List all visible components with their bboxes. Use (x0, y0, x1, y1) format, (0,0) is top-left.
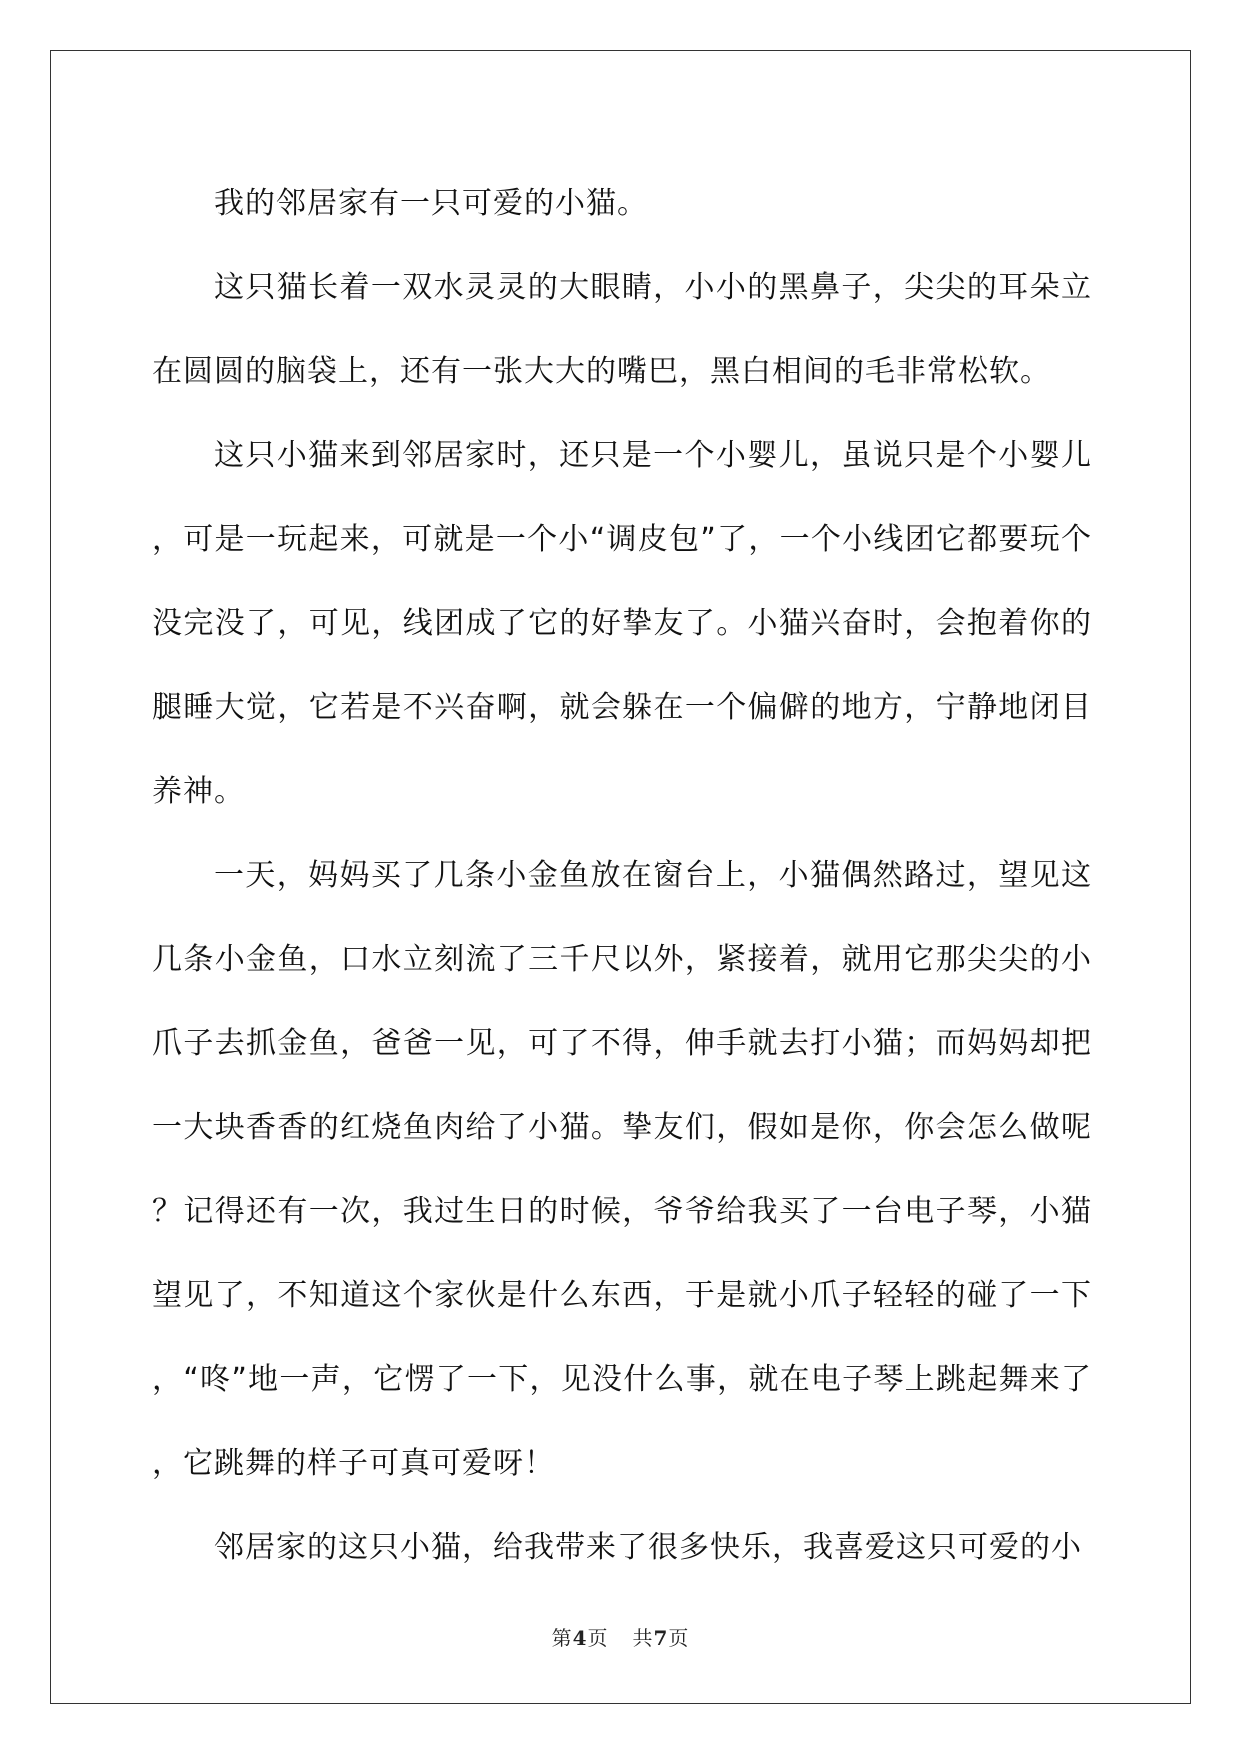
page-footer (0, 1622, 1241, 1651)
paragraph: 这只猫长着一双水灵灵的大眼睛，小小的黑鼻子，尖尖的耳朵立在圆圆的脑袋上，还有一张大大的嘴巴，黑白相间的毛非常松软。 (152, 270, 1092, 389)
total-prefix: 共 (632, 1626, 654, 1650)
paragraph: 邻居家的这只小猫，给我带来了很多快乐，我喜爱这只可爱的小 (214, 1530, 1082, 1565)
page-prefix: 第 (551, 1626, 573, 1650)
paragraph: 我的邻居家有一只可爱的小猫。 (214, 186, 648, 221)
page-number: 4 (572, 1626, 588, 1650)
paragraph: 这只小猫来到邻居家时，还只是一个小婴儿，虽说只是个小婴儿，可是一玩起来，可就是一个小“调皮包”了，一个小线团它都要玩个没完没了，可见，线团成了它的好挚友了。小猫兴奋时，会抱着你的腿睡大觉，它若是不兴奋啊，就会躲在一个偏僻的地方，宁静地闭目养神。 (152, 438, 1092, 809)
document-body (152, 162, 1092, 1590)
total-pages: 7 (653, 1626, 669, 1650)
page-suffix: 页 (587, 1626, 609, 1650)
paragraph: 一天，妈妈买了几条小金鱼放在窗台上，小猫偶然路过，望见这几条小金鱼，口水立刻流了三千尺以外，紧接着，就用它那尖尖的小爪子去抓金鱼，爸爸一见，可了不得，伸手就去打小猫；而妈妈却把一大块香香的红烧鱼肉给了小猫。挚友们，假如是你，你会怎么做呢？记得还有一次，我过生日的时候，爷爷给我买了一台电子琴，小猫望见了，不知道这个家伙是什么东西，于是就小爪子轻轻的碰了一下，“咚”地一声，它愣了一下，见没什么事，就在电子琴上跳起舞来了，它跳舞的样子可真可爱呀！ (152, 858, 1092, 1481)
total-suffix: 页 (668, 1626, 690, 1650)
